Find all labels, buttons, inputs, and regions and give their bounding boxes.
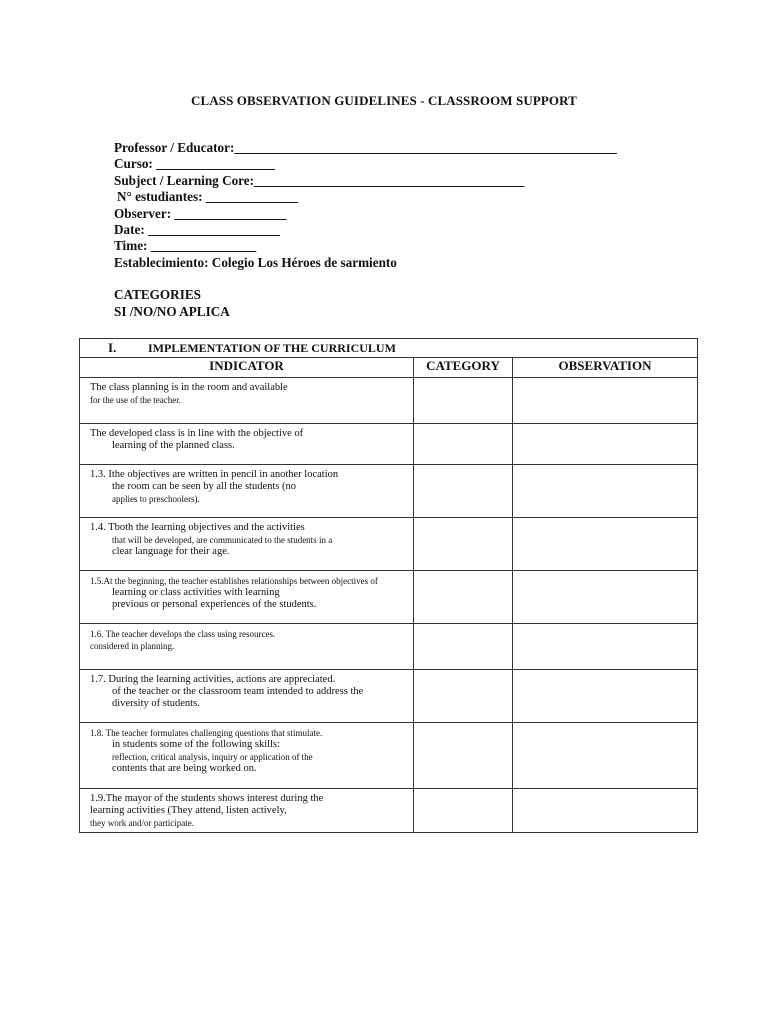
field-time	[114, 238, 617, 254]
field-establecimiento	[114, 255, 617, 271]
field-blank: ________________	[147, 238, 257, 254]
field-blank: _________________	[171, 205, 287, 221]
field-blank: _________________________________________	[254, 172, 525, 188]
field-label: Professor / Educator:	[114, 140, 235, 155]
header-fields	[114, 140, 617, 320]
column-header-category: CATEGORY	[414, 358, 513, 378]
field-blank: __________________________________________________________	[234, 140, 617, 155]
indicator-cell: 1.6. The teacher develops the class using resources. considered in planning.	[80, 624, 414, 670]
observation-table	[79, 338, 698, 833]
category-cell[interactable]	[414, 571, 513, 624]
category-cell[interactable]	[414, 518, 513, 571]
observation-cell[interactable]	[513, 571, 698, 624]
indicator-cell: 1.9.The mayor of the students shows interest during the learning activities (They attend, listen actively, they work and/or participate.	[80, 789, 414, 833]
field-professor	[114, 140, 617, 156]
observation-cell[interactable]	[513, 789, 698, 833]
category-cell[interactable]	[414, 789, 513, 833]
table-row	[80, 670, 698, 723]
page-title: CLASS OBSERVATION GUIDELINES - CLASSROOM SUPPORT	[191, 93, 577, 108]
table-row	[80, 571, 698, 624]
category-cell[interactable]	[414, 424, 513, 465]
indicator-cell: 1.4. Tboth the learning objectives and the activities that will be developed, are communicated to the students in a clear language for their age.	[80, 518, 414, 571]
field-observer	[114, 206, 617, 222]
indicator-cell: The developed class is in line with the objective of learning of the planned class.	[80, 424, 414, 465]
field-curso	[114, 156, 617, 172]
categories-heading: CATEGORIES	[114, 287, 201, 303]
table-row	[80, 378, 698, 424]
indicator-cell: 1.8. The teacher formulates challenging questions that stimulate. in students some of the following skills: reflection, critical analysis, inquiry or application of the contents that are being worked on.	[80, 723, 414, 789]
table-row	[80, 624, 698, 670]
field-label: Observer:	[114, 205, 172, 221]
indicator-cell: 1.7. During the learning activities, actions are appreciated. of the teacher or the classroom team intended to address the diversity of students.	[80, 670, 414, 723]
observation-cell[interactable]	[513, 670, 698, 723]
category-cell[interactable]	[414, 378, 513, 424]
field-label: Subject / Learning Core:	[114, 172, 255, 188]
observation-cell[interactable]	[513, 624, 698, 670]
field-subject	[114, 173, 617, 189]
section-number: I.	[108, 340, 117, 355]
field-label: Date:	[114, 222, 145, 238]
indicator-cell: 1.3. Ithe objectives are written in pencil in another location the room can be seen by all the students (no applies to preschoolers).	[80, 465, 414, 518]
section-row	[80, 339, 698, 358]
table-row	[80, 465, 698, 518]
indicator-cell: The class planning is in the room and available for the use of the teacher.	[80, 378, 414, 424]
field-blank: ______________	[202, 189, 299, 205]
field-label: N° estudiantes:	[117, 189, 203, 205]
field-label: Time:	[114, 238, 148, 254]
field-blank: ____________________	[144, 222, 280, 238]
observation-cell[interactable]	[513, 378, 698, 424]
category-cell[interactable]	[414, 465, 513, 518]
category-cell[interactable]	[414, 624, 513, 670]
observation-cell[interactable]	[513, 723, 698, 789]
column-header-indicator: INDICATOR	[80, 358, 414, 378]
observation-cell[interactable]	[513, 424, 698, 465]
section-title: IMPLEMENTATION OF THE CURRICULUM	[148, 341, 396, 355]
category-cell[interactable]	[414, 723, 513, 789]
observation-cell[interactable]	[513, 465, 698, 518]
categories-values: SI /NO/NO APLICA	[114, 303, 230, 319]
field-date	[114, 222, 617, 238]
category-cell[interactable]	[414, 670, 513, 723]
table-row	[80, 518, 698, 571]
section-cell	[80, 339, 698, 358]
header-row	[80, 358, 698, 378]
observation-cell[interactable]	[513, 518, 698, 571]
table-row	[80, 424, 698, 465]
field-label: Establecimiento:	[114, 254, 209, 270]
field-blank: __________________	[152, 156, 275, 172]
table-row	[80, 723, 698, 789]
field-students	[114, 189, 617, 205]
indicator-cell: 1.5.At the beginning, the teacher establishes relationships between objectives of learning or class activities with learning previous or personal experiences of the students.	[80, 571, 414, 624]
field-value: Colegio Los Héroes de sarmiento	[208, 254, 397, 270]
field-label: Curso:	[114, 156, 153, 172]
column-header-observation: OBSERVATION	[513, 358, 698, 378]
table-row	[80, 789, 698, 833]
